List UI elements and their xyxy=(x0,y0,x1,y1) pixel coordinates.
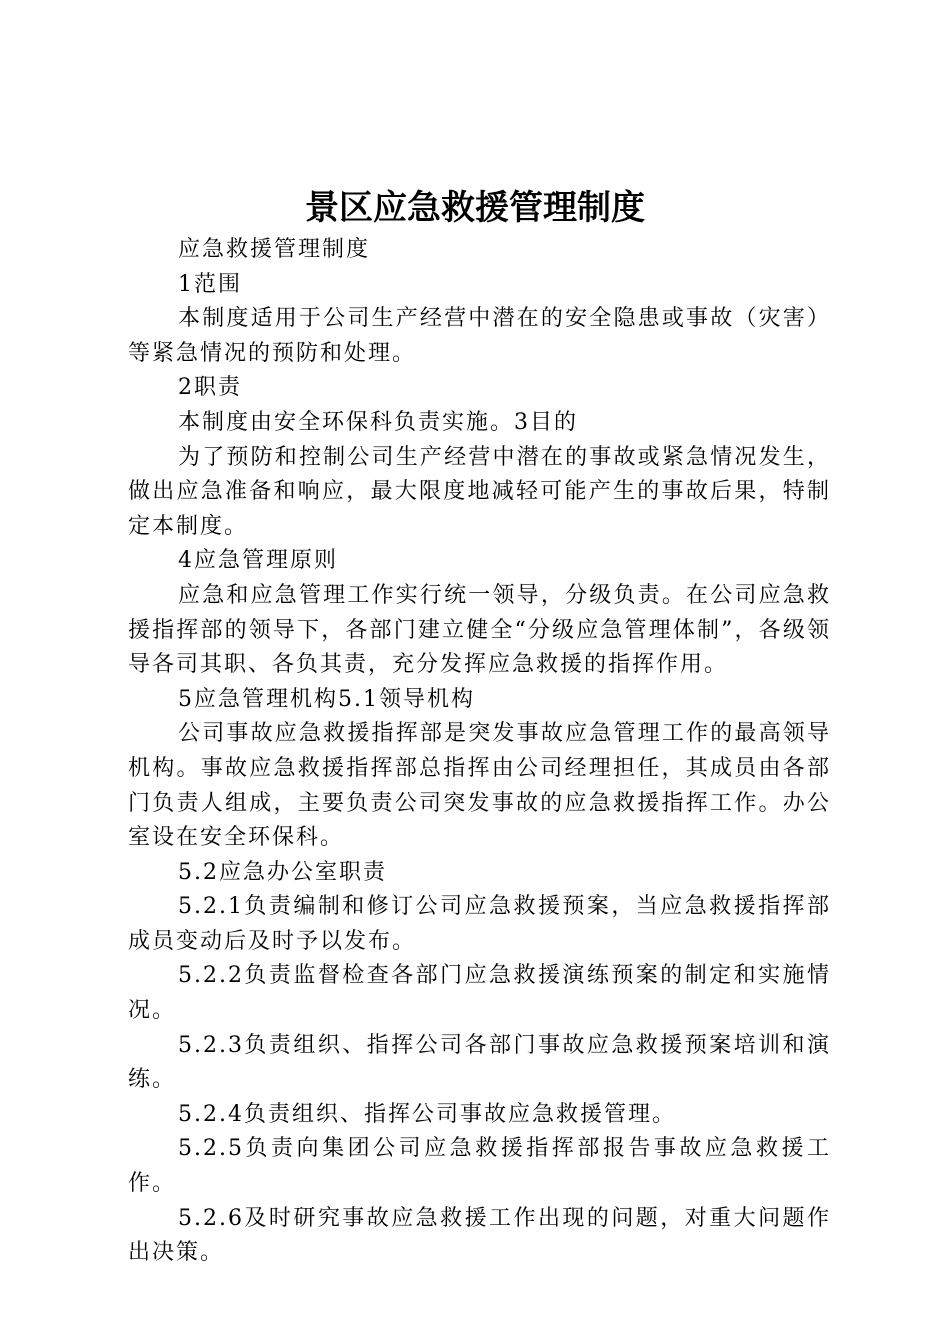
section-5-2-2-text: 5.2.2负责监督检查各部门应急救援演练预案的制定和实施情况。 xyxy=(128,963,831,1024)
section-5-heading: 5应急管理机构5.1领导机构 xyxy=(178,686,475,712)
section-1-heading: 1范围 xyxy=(178,271,242,297)
document-body xyxy=(128,233,831,1271)
section-5-2-5-text: 5.2.5负责向集团公司应急救援指挥部报告事故应急救援工作。 xyxy=(128,1136,831,1197)
section-5-2-heading: 5.2应急办公室职责 xyxy=(178,859,387,885)
section-2-heading: 2职责 xyxy=(178,375,242,401)
section-5-2-6-text: 5.2.6及时研究事故应急救援工作出现的问题，对重大问题作出决策。 xyxy=(128,1205,831,1266)
section-5-2-1-text: 5.2.1负责编制和修订公司应急救援预案，当应急救援指挥部成员变动后及时予以发布。 xyxy=(128,894,831,954)
section-3-text: 为了预防和控制公司生产经营中潜在的事故或紧急情况发生，做出应急准备和响应，最大限度地减轻可能产生的事故后果，特制定本制度。 xyxy=(128,444,831,539)
section-4-text: 应急和应急管理工作实行统一领导，分级负责。在公司应急救援指挥部的领导下，各部门建立健全“分级应急管理体制”，各级领导各司其职、各负其责，充分发挥应急救援的指挥作用。 xyxy=(128,582,831,678)
section-5-2-4-text: 5.2.4负责组织、指挥公司事故应急救援管理。 xyxy=(178,1101,676,1127)
section-2-text: 本制度由安全环保科负责实施。3目的 xyxy=(178,409,578,435)
section-4-heading: 4应急管理原则 xyxy=(178,548,338,574)
section-5-1-text: 公司事故应急救援指挥部是突发事故应急管理工作的最高领导机构。事故应急救援指挥部总指挥由公司经理担任，其成员由各部门负责人组成，主要负责公司突发事故的应急救援指挥工作。办公室设在安全环保科。 xyxy=(128,721,831,851)
section-1-text: 本制度适用于公司生产经营中潜在的安全隐患或事故（灾害）等紧急情况的预防和处理。 xyxy=(128,306,831,366)
section-5-2-3-text: 5.2.3负责组织、指挥公司各部门事故应急救援预案培训和演练。 xyxy=(128,1032,831,1093)
paragraph-heading: 应急救援管理制度 xyxy=(178,237,371,262)
document-title: 景区应急救援管理制度 xyxy=(305,188,645,228)
